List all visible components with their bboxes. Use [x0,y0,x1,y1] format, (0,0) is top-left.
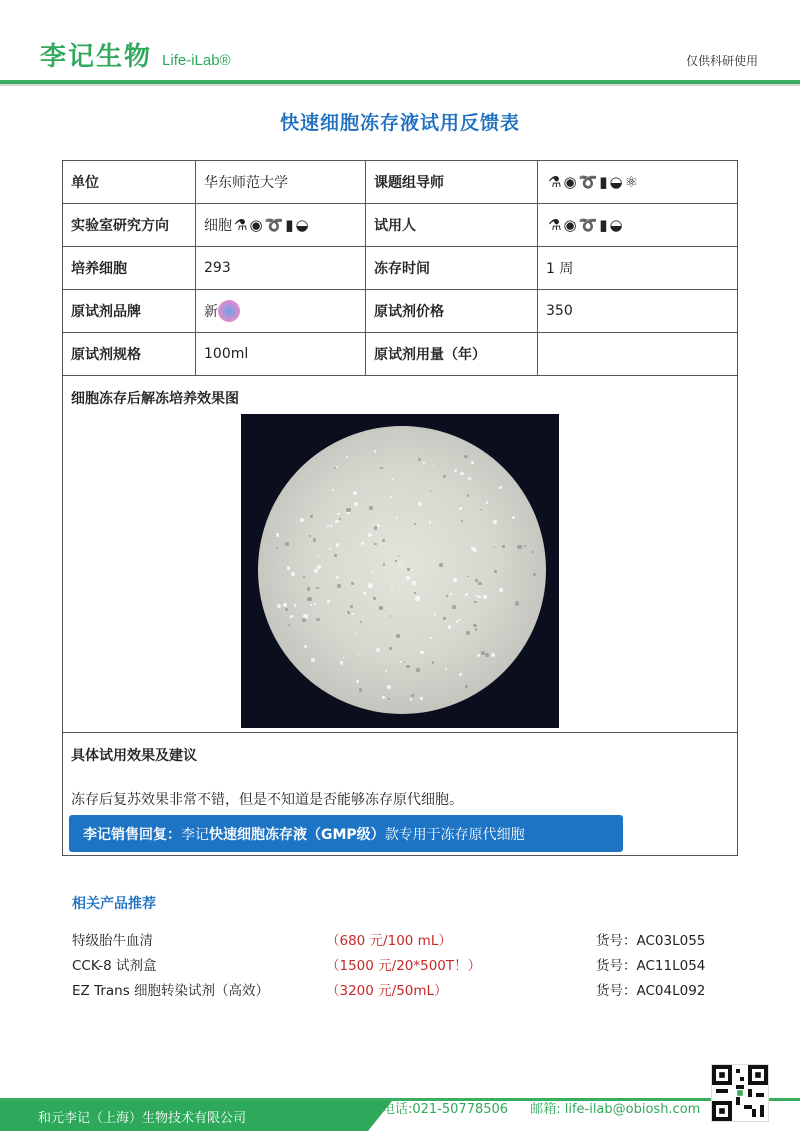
cell-speckle [515,601,519,605]
cell-speckle [468,477,471,480]
product-code: 货号：AC04L092 [596,983,706,999]
cell-speckle [346,456,348,458]
label-unit: 单位 [63,161,196,203]
advice-section [63,733,737,855]
cell-speckle [372,571,374,573]
cell-speckle [283,603,286,606]
cell-speckle [512,516,516,520]
label-original-brand: 原试剂品牌 [63,290,196,332]
cell-speckle [494,546,496,548]
cell-speckle [392,478,394,480]
cell-speckle [478,582,481,585]
cell-speckle [396,517,398,519]
cell-speckle [327,600,330,603]
list-item [72,929,712,951]
cell-speckle [340,661,343,664]
petri-dish-icon: ◒ [609,215,623,234]
cell-speckle [290,615,293,618]
cell-speckle [317,565,321,569]
flask-icon: ⚗ [548,215,562,234]
cell-speckle [316,618,320,622]
cell-speckle [336,543,340,547]
cell-speckle [448,625,451,628]
cell-speckle [493,520,497,524]
logo-chinese: 李记生物 [40,42,153,72]
redacted-emoji-icons [548,215,623,234]
cell-speckle [368,583,372,587]
company-name: 和元李记（上海）生物技术有限公司 [0,1101,368,1131]
cell-speckle [399,564,401,566]
microscope-field [258,426,546,714]
cell-speckle [465,685,468,688]
sales-reply-banner [69,815,623,852]
cell-speckle [459,673,462,676]
cell-speckle [383,563,385,565]
cell-speckle [403,662,405,664]
cell-speckle [485,653,489,657]
tube-icon: ▮ [285,215,294,234]
cell-speckle [446,595,448,597]
cell-speckle [346,508,350,512]
cell-speckle [352,613,354,615]
cell-speckle [355,633,357,635]
cell-speckle [377,524,380,527]
cell-speckle [430,637,432,639]
cell-speckle [368,533,372,537]
cell-speckle [374,450,377,453]
cell-speckle [372,542,374,544]
cell-speckle [379,606,383,610]
label-cultured-cells: 培养细胞 [63,247,196,289]
cell-speckle [486,501,489,504]
cell-speckle [350,605,353,608]
cell-speckle [307,587,311,591]
cell-speckle [361,542,365,546]
cell-speckle [390,496,392,498]
cell-speckle [307,597,311,601]
cell-speckle [423,462,425,464]
flask-icon: ⚗ [234,215,248,234]
cell-speckle [374,543,377,546]
cell-speckle [499,486,502,489]
label-trial-user: 试用人 [366,204,538,246]
cell-speckle [533,573,536,576]
cell-speckle [415,596,419,600]
cell-speckle [480,509,482,511]
value-original-price: 350 [546,303,573,319]
cell-speckle [411,694,414,697]
cell-speckle [332,489,334,491]
cell-speckle [347,611,350,614]
cell-speckle [318,582,320,584]
cell-speckle [450,593,452,595]
cell-speckle [387,685,391,689]
cell-speckle [335,520,339,524]
cell-speckle [452,605,456,609]
cell-speckle [343,657,345,659]
cell-speckle [477,654,480,657]
cell-speckle [414,592,416,594]
label-original-price: 原试剂价格 [366,290,538,332]
product-price: （3200 元/50mL） [326,983,448,999]
cell-speckle [459,507,462,510]
cell-icon: ◉ [563,215,577,234]
cell-speckle [288,624,290,626]
product-name: EZ Trans 细胞转染试剂（高效） [72,983,270,999]
cell-speckle [517,545,521,549]
advice-text: 冻存后复苏效果非常不错，但是不知道是否能够冻存原代细胞。 [71,792,463,808]
photo-section-title: 细胞冻存后解冻培养效果图 [71,391,239,407]
cell-speckle [443,475,446,478]
cell-speckle [309,535,311,537]
recommend-title: 相关产品推荐 [72,896,156,912]
cell-speckle [502,545,505,548]
cell-speckle [407,568,409,570]
brand-logo [40,36,231,73]
value-research-direction [196,204,366,246]
cell-speckle [406,576,410,580]
page-header [0,0,800,88]
cell-speckle [430,490,432,492]
microscope-image [241,414,559,728]
dna-icon: ➰ [578,215,598,234]
cell-speckle [481,651,485,655]
cell-speckle [473,624,477,628]
feedback-table [62,160,738,856]
reply-plain1: 李记 [181,826,209,843]
product-price: （1500 元/20*500T！） [326,958,482,974]
cell-speckle [434,613,436,615]
cell-speckle [354,502,358,506]
cell-speckle [311,658,315,662]
cell-icon: ◉ [249,215,263,234]
label-supervisor: 课题组导师 [366,161,538,203]
cell-speckle [453,578,457,582]
cell-speckle [532,551,534,553]
cell-speckle [391,589,393,591]
page-title: 快速细胞冻存液试用反馈表 [279,112,520,134]
cell-speckle [418,502,421,505]
flask-icon: ⚗ [548,172,562,191]
cell-speckle [373,597,376,600]
cell-speckle [316,587,319,590]
table-row [63,290,737,333]
cell-speckle [327,525,329,527]
cell-speckle [310,515,313,518]
cell-speckle [467,576,469,578]
cell-speckle [461,520,463,522]
table-row [63,204,737,247]
cell-speckle [356,680,359,683]
cell-speckle [414,523,416,525]
contact-info [382,1098,718,1117]
product-price: （680 元/100 mL） [326,933,452,949]
cell-speckle [304,645,308,649]
cell-speckle [433,465,435,467]
cell-speckle [385,670,387,672]
original-brand-text: 新 [204,304,218,320]
cell-speckle [277,604,281,608]
cell-speckle [396,634,400,638]
cell-speckle [351,582,354,585]
cell-speckle [358,653,360,655]
cell-speckle [318,555,320,557]
cell-speckle [410,698,412,700]
value-trial-user [538,204,737,246]
value-annual-usage [538,333,737,375]
cell-speckle [353,491,357,495]
cell-speckle [363,592,366,595]
product-name: CCK-8 试剂盒 [72,958,157,974]
cell-speckle [491,653,495,657]
dna-icon: ➰ [264,215,284,234]
photo-section [63,376,737,733]
cell-speckle [443,617,446,620]
cell-speckle [339,518,341,520]
value-original-brand [196,290,366,332]
cell-speckle [499,588,503,592]
cell-speckle [429,521,432,524]
cell-speckle [456,620,459,623]
product-code: 货号：AC03L055 [596,933,706,949]
cell-speckle [287,566,290,569]
cell-speckle [314,569,318,573]
label-annual-usage: 原试剂用量（年） [366,333,538,375]
cell-speckle [382,696,385,699]
redacted-emoji-icons [548,172,639,191]
cell-speckle [459,619,461,621]
cell-speckle [359,688,362,691]
cell-speckle [330,525,332,527]
cell-speckle [314,603,316,605]
phone-text: 电话:021-50778506 [382,1102,509,1117]
reply-plain2: 款专用于冻存原代细胞 [384,826,525,843]
cell-speckle [374,526,378,530]
cell-speckle [412,581,416,585]
cell-cluster-icon [218,300,240,322]
cell-speckle [395,560,397,562]
cell-speckle [474,601,476,603]
cell-speckle [334,554,337,557]
cell-speckle [329,548,331,550]
cell-speckle [285,608,288,611]
label-research-direction: 实验室研究方向 [63,204,196,246]
tube-icon: ▮ [599,215,608,234]
cell-speckle [313,538,317,542]
cell-speckle [388,698,390,700]
cell-speckle [360,621,362,623]
email-text: 邮箱: life-ilab@obiosh.com [530,1102,701,1117]
table-row [63,333,737,376]
cell-speckle [337,584,341,588]
cell-speckle [389,647,391,649]
cell-speckle [276,547,278,549]
cell-speckle [285,542,289,546]
cell-icon: ◉ [563,172,577,191]
cell-speckle [432,661,434,663]
cell-speckle [337,513,340,516]
table-row [63,247,737,290]
value-unit: 华东师范大学 [196,161,366,203]
cell-speckle [524,545,526,547]
advice-section-title: 具体试用效果及建议 [71,748,197,764]
cell-speckle [454,469,457,472]
petri-dish-icon: ◒ [295,215,309,234]
product-name: 特级胎牛血清 [72,933,153,949]
cell-speckle [512,628,514,630]
reply-prefix: 李记销售回复： [83,826,181,843]
cell-speckle [294,604,297,607]
cell-speckle [276,533,279,536]
logo-english: Life-iLab® [162,52,231,69]
cell-speckle [466,631,470,635]
cell-speckle [303,576,305,578]
cell-speckle [475,628,478,631]
cell-speckle [376,648,380,652]
reply-product: 快速细胞冻存液（GMP级） [209,826,385,843]
table-row [63,161,737,204]
research-use-tag: 仅供科研使用 [685,54,758,68]
cell-speckle [467,494,469,496]
cell-speckle [291,572,295,576]
tube-icon: ▮ [599,172,608,191]
value-supervisor [538,161,737,203]
cell-speckle [465,593,468,596]
cell-speckle [336,576,339,579]
cell-speckle [420,697,423,700]
cell-speckle [483,595,487,599]
petri-dish-icon: ◒ [609,172,623,191]
cell-speckle [411,569,413,571]
research-direction-text: 细胞 [204,218,232,234]
cell-speckle [494,570,497,573]
cell-speckle [300,518,304,522]
cell-speckle [369,506,373,510]
cell-speckle [418,458,422,462]
cell-speckle [406,665,409,668]
product-code: 货号：AC11L054 [596,958,706,974]
label-original-spec: 原试剂规格 [63,333,196,375]
cell-speckle [420,651,424,655]
list-item [72,954,712,976]
cell-speckle [464,455,468,459]
cell-speckle [382,539,385,542]
qr-code-graphic [712,1065,768,1121]
list-item [72,979,712,1001]
cell-speckle [400,661,402,663]
dna-icon: ➰ [578,172,598,191]
cell-speckle [380,467,382,469]
redacted-emoji-icons [234,215,309,234]
cell-speckle [445,668,447,670]
cell-speckle [366,697,368,699]
cell-speckle [390,615,392,617]
atom-icon: ⚛ [624,172,639,191]
label-storage-time: 冻存时间 [366,247,538,289]
cell-speckle [336,466,338,468]
cell-speckle [416,668,419,671]
value-storage-time: 1 周 [546,261,574,277]
cell-speckle [398,555,400,557]
cell-speckle [439,563,443,567]
cell-speckle [476,595,479,598]
value-cultured-cells: 293 [196,247,366,289]
header-divider-gray [0,84,800,86]
cell-speckle [471,461,474,464]
cell-speckle [302,618,306,622]
value-original-spec: 100ml [196,333,366,375]
qr-code-icon [711,1064,769,1122]
cell-speckle [460,472,464,476]
cell-speckle [310,604,312,606]
